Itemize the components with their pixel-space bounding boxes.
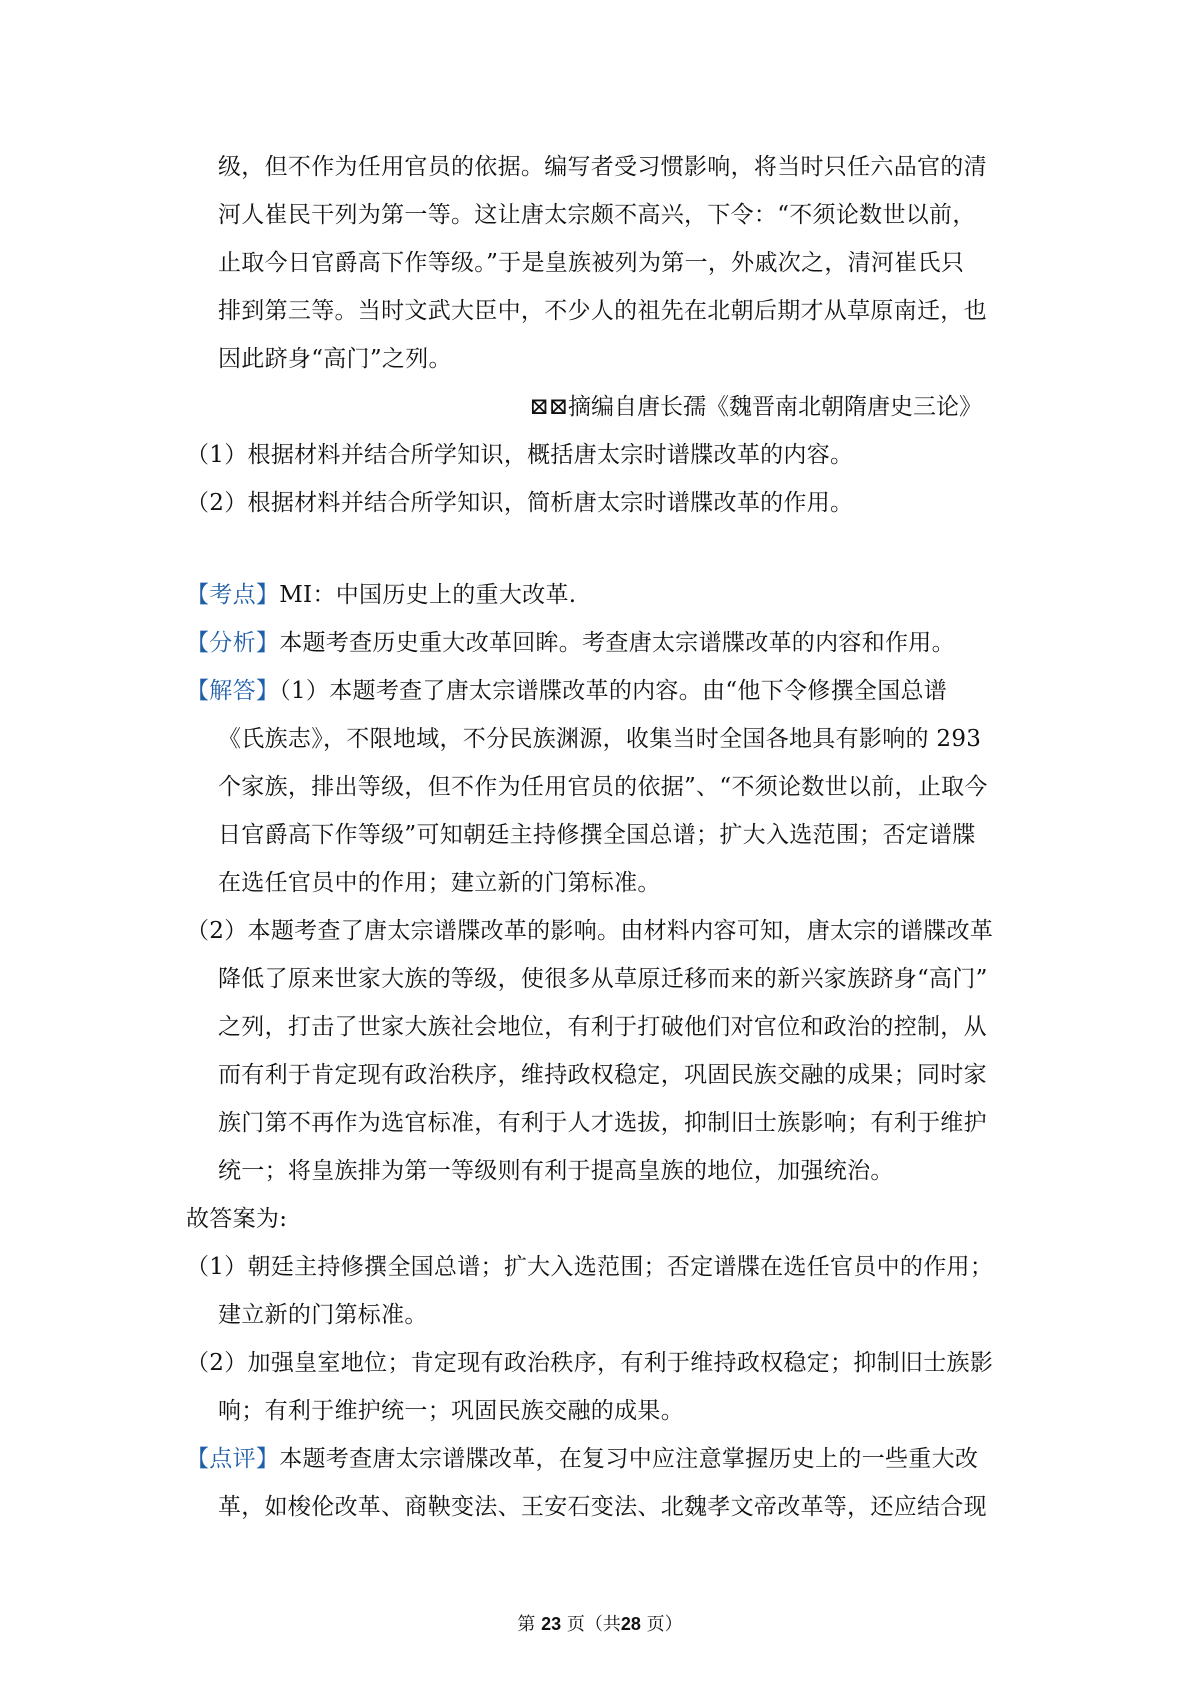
jieda-line: 族门第不再作为选官标准，有利于人才选拔，抑制旧士族影响；有利于维护 [218, 1110, 987, 1136]
footer-total-pages: 28 [620, 1614, 641, 1634]
source-prefix: ⊠⊠ [529, 394, 568, 420]
jieda-section [186, 676, 947, 706]
jieda-tag: 【解答】 [186, 678, 280, 704]
jieda-line: （2）本题考查了唐太宗谱牒改革的影响。由材料内容可知，唐太宗的谱牒改革 [186, 918, 994, 944]
fenxi-text: 本题考查历史重大改革回眸。考查唐太宗谱牒改革的内容和作用。 [279, 630, 955, 656]
material-line: 止取今日官爵高下作等级。”于是皇族被列为第一，外戚次之，清河崔氏只 [218, 250, 965, 276]
footer-page-number: 23 [541, 1614, 562, 1634]
jieda-line: 《氏族志》，不限地域，不分民族渊源，收集当时全国各地具有影响的 293 [218, 726, 982, 752]
jieda-line: 之列，打击了世家大族社会地位，有利于打破他们对官位和政治的控制，从 [218, 1014, 987, 1040]
jieda-line: 个家族，排出等级，但不作为任用官员的依据”、“不须论数世以前，止取今 [218, 774, 988, 800]
material-line: 河人崔民干列为第一等。这让唐太宗颇不高兴，下令：“不须论数世以前， [218, 202, 976, 228]
fenxi-section [186, 628, 955, 658]
dianping-tag: 【点评】 [186, 1446, 280, 1472]
jieda-line: 降低了原来世家大族的等级，使很多从草原迁移而来的新兴家族跻身“高门” [218, 966, 988, 992]
answer-line: 响；有利于维护统一；巩固民族交融的成果。 [218, 1398, 684, 1424]
jieda-line: 日官爵高下作等级”可知朝廷主持修撰全国总谱；扩大入选范围；否定谱牒 [218, 822, 976, 848]
material-line: 排到第三等。当时文武大臣中，不少人的祖先在北朝后期才从草原南迁，也 [218, 298, 987, 324]
answer-line: 建立新的门第标准。 [218, 1302, 428, 1328]
answer-heading: 故答案为: [186, 1206, 288, 1232]
dianping-line: 革，如梭伦改革、商鞅变法、王安石变法、北魏孝文帝改革等，还应结合现 [218, 1494, 987, 1520]
page-footer [0, 1612, 1200, 1637]
question-2: （2）根据材料并结合所学知识，简析唐太宗时谱牒改革的作用。 [186, 490, 854, 516]
footer-prefix: 第 [517, 1614, 536, 1635]
jieda-line: 统一；将皇族排为第一等级则有利于提高皇族的地位，加强统治。 [218, 1158, 894, 1184]
kaodian-tag: 【考点】 [186, 582, 280, 608]
dianping-line: 本题考查唐太宗谱牒改革，在复习中应注意掌握历史上的一些重大改 [279, 1446, 979, 1472]
material-source [529, 392, 982, 422]
jieda-line: 在选任官员中的作用；建立新的门第标准。 [218, 870, 661, 896]
footer-suffix: 页） [646, 1614, 683, 1635]
jieda-line: 而有利于肯定现有政治秩序，维持政权稳定，巩固民族交融的成果；同时家 [218, 1062, 987, 1088]
source-text: 摘编自唐长孺《魏晋南北朝隋唐史三论》 [568, 394, 982, 420]
dianping-section [186, 1444, 978, 1474]
answer-line: （2）加强皇室地位；肯定现有政治秩序，有利于维持政权稳定；抑制旧士族影 [186, 1350, 994, 1376]
kaodian-section [186, 580, 576, 610]
footer-middle: 页（共 [566, 1614, 621, 1635]
material-line: 因此跻身“高门”之列。 [218, 346, 452, 372]
kaodian-text: MI：中国历史上的重大改革. [279, 582, 577, 608]
fenxi-tag: 【分析】 [186, 630, 280, 656]
question-1: （1）根据材料并结合所学知识，概括唐太宗时谱牒改革的内容。 [186, 442, 854, 468]
jieda-line: （1）本题考查了唐太宗谱牒改革的内容。由“他下令修撰全国总谱 [279, 678, 948, 704]
material-line: 级，但不作为任用官员的依据。编写者受习惯影响，将当时只任六品官的清 [218, 154, 987, 180]
answer-line: （1）朝廷主持修撰全国总谱；扩大入选范围；否定谱牒在选任官员中的作用； [186, 1254, 994, 1280]
